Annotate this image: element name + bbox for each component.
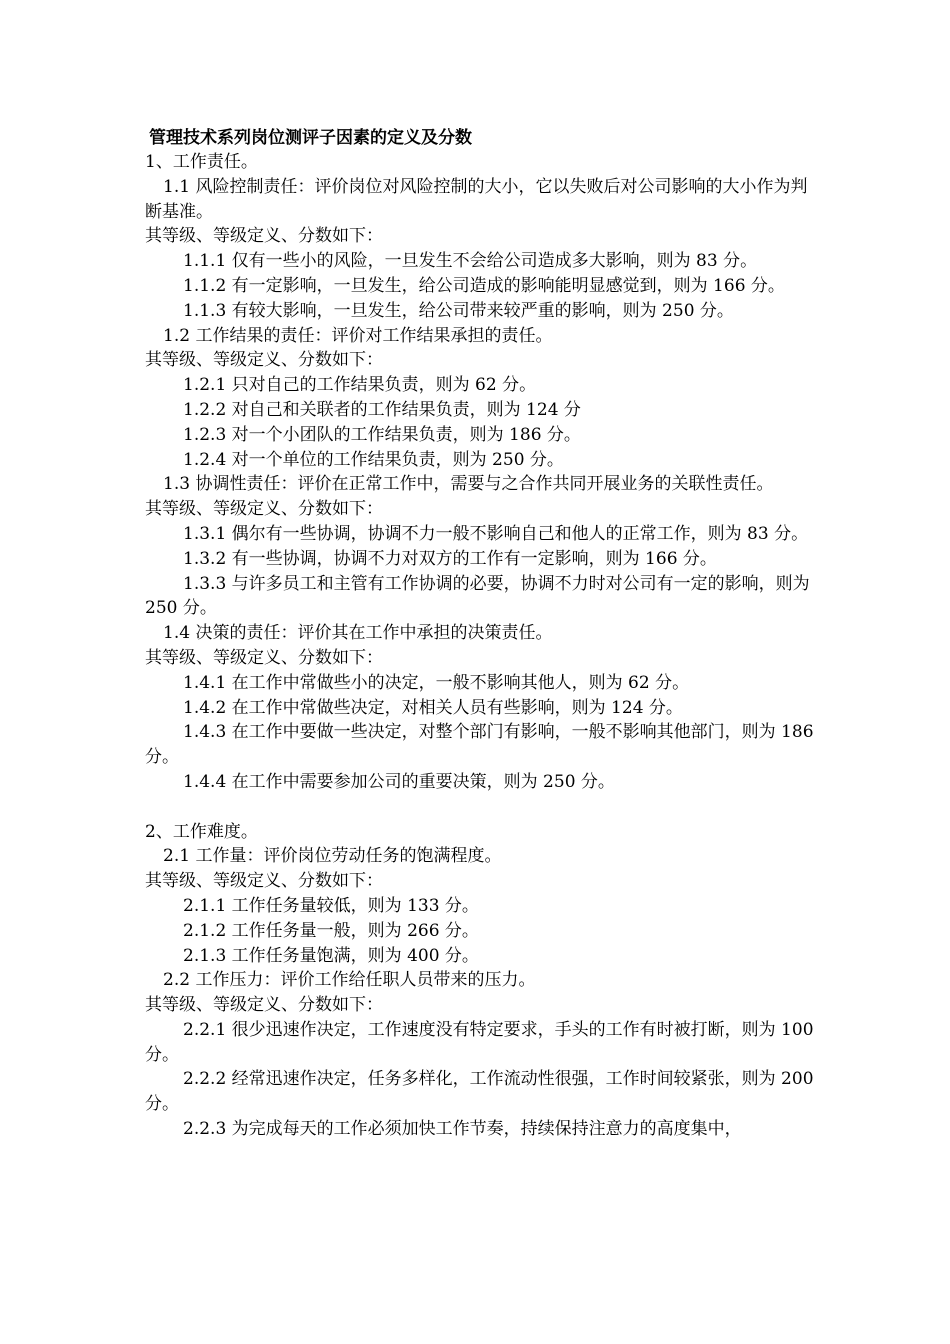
paragraph-line: 2.1.2 工作任务量一般，则为 266 分。	[183, 920, 479, 941]
paragraph-line: 1.3.2 有一些协调，协调不力对双方的工作有一定影响，则为 166 分。	[183, 548, 717, 569]
paragraph-line: 其等级、等级定义、分数如下：	[145, 871, 383, 892]
paragraph-line: 1.4.1 在工作中常做些小的决定，一般不影响其他人，则为 62 分。	[183, 672, 690, 693]
document-title: 管理技术系列岗位测评子因素的定义及分数	[149, 128, 472, 148]
paragraph-line: 1.2.1 只对自己的工作结果负责，则为 62 分。	[183, 375, 537, 396]
document-page	[145, 126, 815, 1142]
paragraph-line: 1.2 工作结果的责任：评价对工作结果承担的责任。	[163, 325, 553, 346]
paragraph-line: 1.3.3 与许多员工和主管有工作协调的必要，协调不力时对公司有一定的影响，则为 250 分。	[145, 573, 810, 619]
paragraph-line: 1.2.2 对自己和关联者的工作结果负责，则为 124 分	[183, 399, 581, 420]
paragraph-line: 1.4.2 在工作中常做些决定，对相关人员有些影响，则为 124 分。	[183, 697, 683, 718]
paragraph-line: 2.1 工作量：评价岗位劳动任务的饱满程度。	[163, 846, 502, 867]
paragraph-line: 1、工作责任。	[145, 152, 258, 172]
paragraph-line: 2.1.3 工作任务量饱满，则为 400 分。	[183, 945, 479, 966]
paragraph-line: 2.1.1 工作任务量较低，则为 133 分。	[183, 895, 479, 916]
paragraph-line: 其等级、等级定义、分数如下：	[145, 350, 383, 371]
paragraph-line: 1.1.2 有一定影响，一旦发生，给公司造成的影响能明显感觉到，则为 166 分。	[183, 275, 785, 296]
paragraph-line: 1.1 风险控制责任：评价岗位对风险控制的大小，它以失败后对公司影响的大小作为判断基准。	[145, 176, 808, 222]
paragraph-line: 1.2.4 对一个单位的工作结果负责，则为 250 分。	[183, 449, 564, 470]
paragraph-line: 其等级、等级定义、分数如下：	[145, 995, 383, 1016]
paragraph-line: 1.2.3 对一个小团队的工作结果负责，则为 186 分。	[183, 424, 581, 445]
paragraph-line: 1.4 决策的责任：评价其在工作中承担的决策责任。	[163, 623, 553, 644]
paragraph-line: 其等级、等级定义、分数如下：	[145, 226, 383, 247]
paragraph-line: 1.4.3 在工作中要做一些决定，对整个部门有影响，一般不影响其他部门，则为 186 分。	[145, 722, 814, 768]
paragraph-line: 其等级、等级定义、分数如下：	[145, 499, 383, 520]
paragraph-line: 1.1.1 仅有一些小的风险，一旦发生不会给公司造成多大影响，则为 83 分。	[183, 251, 758, 272]
paragraph-line: 2.2.3 为完成每天的工作必须加快工作节奏，持续保持注意力的高度集中，	[183, 1119, 742, 1140]
paragraph-line: 1.3 协调性责任：评价在正常工作中，需要与之合作共同开展业务的关联性责任。	[163, 474, 774, 495]
paragraph-line: 1.1.3 有较大影响，一旦发生，给公司带来较严重的影响，则为 250 分。	[183, 300, 734, 321]
paragraph-line: 2、工作难度。	[145, 821, 258, 842]
paragraph-line: 1.4.4 在工作中需要参加公司的重要决策，则为 250 分。	[183, 771, 615, 792]
blank-line	[145, 795, 815, 820]
document-body	[145, 150, 815, 1142]
paragraph-line: 2.2 工作压力：评价工作给任职人员带来的压力。	[163, 970, 536, 991]
paragraph-line: 2.2.2 经常迅速作决定，任务多样化，工作流动性很强，工作时间较紧张，则为 200 分。	[145, 1069, 814, 1115]
paragraph-line: 2.2.1 很少迅速作决定，工作速度没有特定要求，手头的工作有时被打断，则为 100 分。	[145, 1019, 814, 1065]
paragraph-line: 1.3.1 偶尔有一些协调，协调不力一般不影响自己和他人的正常工作，则为 83 分。	[183, 523, 809, 544]
paragraph-line: 其等级、等级定义、分数如下：	[145, 647, 383, 668]
